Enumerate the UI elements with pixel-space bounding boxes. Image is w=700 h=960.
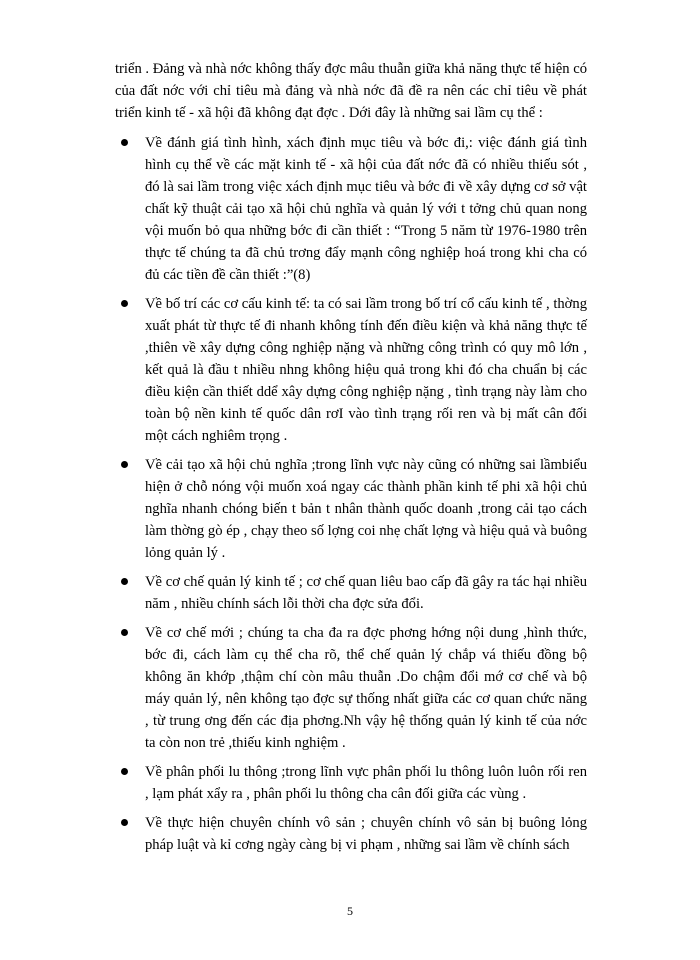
bullet-icon (121, 300, 128, 307)
bullet-icon (121, 139, 128, 146)
list-item-text: Về cơ chế quản lý kinh tế ; cơ chế quan liêu bao cấp đã gây ra tác hại nhiều năm , nhiều chính sách lỗi thời cha đợc sửa đổi. (145, 574, 587, 612)
list-item-text: Về thực hiện chuyên chính vô sản ; chuyên chính vô sản bị buông lỏng pháp luật và kỉ cơng ngày càng bị vi phạm , những sai lầm về chính sách (145, 815, 587, 853)
list-item (115, 622, 587, 754)
list-item-text: Về cơ chế mới ; chúng ta cha đa ra đợc phơng hớng nội dung ,hình thức, bớc đi, cách làm cụ thể cha rõ, thể chế quản lý chắp vá thiếu đồng bộ không ăn khớp ,thậm chí còn mâu thuẫn .Do chậm đổi mớ cơ chế và bộ máy quản lý, nên không tạo đợc sự thống nhất giữa các cơ quan chức năng , từ trung ơng đến các địa phơng.Nh vậy hệ thống quản lý kinh tế của nớc ta còn non trẻ ,thiếu kinh nghiệm . (145, 625, 587, 751)
bullet-icon (121, 461, 128, 468)
list-item-text: Về đánh giá tình hình, xách định mục tiêu và bớc đi,: việc đánh giá tình hình cụ thể về các mặt kinh tế - xã hội của đất nớc đã có nhiều thiếu sót , đó là sai lầm trong việc xách định mục tiêu và bớc đi về xây dựng cơ sở vật chất kỹ thuật cải tạo xã hội chủ nghĩa và quản lý với t tởng chủ quan nong vội muốn bỏ qua những bớc đi cần thiết : “Trong 5 năm từ 1976-1980 trên thực tế chúng ta đã chủ trơng đẩy mạnh công nghiệp hoá trong khi cha có đủ các tiền đề cần thiết :”(8) (145, 135, 587, 283)
bullet-icon (121, 629, 128, 636)
list-item-text: Về bố trí các cơ cấu kinh tế: ta có sai lầm trong bố trí cổ cấu kinh tế , thờng xuất phát từ thực tế đi nhanh không tính đến điều kiện và khả năng thực tế ,thiên về xây dựng công nghiệp nặng và những công trình có quy mô lớn , kết quả là đầu t nhiều nhng không hiệu quả trong khi đó cha chuẩn bị các điều kiện cần thiết ddể xây dựng công nghiệp nặng , tình trạng này làm cho toàn bộ nền kinh tế quốc dân rơI vào tình trạng rối ren và bị mất cân đối một cách nghiêm trọng . (145, 296, 587, 444)
list-item (115, 293, 587, 447)
list-item-text: Về phân phối lu thông ;trong lĩnh vực phân phối lu thông luôn luôn rối ren , lạm phát xẩy ra , phân phối lu thông cha cân đối giữa các vùng . (145, 764, 587, 802)
list-item (115, 812, 587, 856)
list-item-text: Về cải tạo xã hội chủ nghĩa ;trong lĩnh vực này cũng có những sai lầmbiểu hiện ở chỗ nóng vội muốn xoá ngay các thành phần kinh tế phi xã hội chủ nghĩa nhanh chóng biến t bản t nhân thành quốc doanh ,trong cải tạo cách làm thờng gò ép , chạy theo số lợng coi nhẹ chất lợng và hiệu quả và buông lỏng quản lý . (145, 457, 587, 561)
bullet-icon (121, 819, 128, 826)
bullet-icon (121, 768, 128, 775)
page-number: 5 (347, 904, 353, 918)
list-item (115, 761, 587, 805)
list-item (115, 571, 587, 615)
bullet-list (115, 132, 587, 856)
bullet-icon (121, 578, 128, 585)
intro-paragraph: triển . Đảng và nhà nớc không thấy đợc mâu thuẫn giữa khả năng thực tế hiện có của đất nớc với chỉ tiêu mà đảng và nhà nớc đã đề ra nên các chỉ tiêu về phát triển kinh tế - xã hội đã không đạt đợc . Dới đây là những sai lầm cụ thể : (115, 61, 587, 121)
list-item (115, 132, 587, 286)
document-page (115, 58, 587, 863)
list-item (115, 454, 587, 564)
